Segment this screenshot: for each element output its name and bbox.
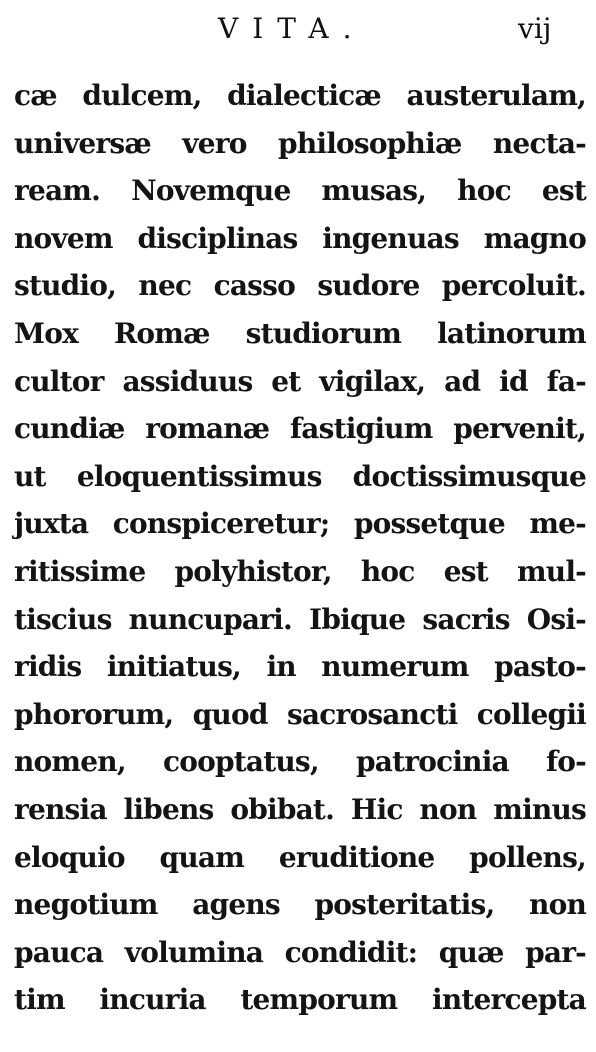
page-header: [0, 12, 596, 62]
text-line: cæ dulcem, dialecticæ austerulam,: [14, 79, 586, 112]
text-line: negotium agens posteritatis, non: [14, 888, 586, 922]
text-line: nomen, cooptatus, patrocinia fo-: [14, 745, 586, 779]
text-line: tim incuria temporum intercepta: [14, 983, 586, 1017]
body-text: [14, 72, 586, 1024]
text-line: phororum, quod sacrosancti collegii: [14, 697, 586, 731]
text-line: eloquio quam eruditione pollens,: [14, 840, 586, 874]
text-line: ritissime polyhistor, hoc est mul-: [14, 554, 586, 588]
text-line: novem disciplinas ingenuas magno: [14, 221, 586, 255]
text-line: cundiæ romanæ fastigium pervenit,: [14, 412, 586, 446]
text-line: studio, nec casso sudore percoluit.: [14, 269, 586, 303]
text-line: ut eloquentissimus doctissimusque: [14, 459, 586, 493]
text-line: juxta conspiceretur; possetque me-: [14, 507, 586, 541]
text-line: ream. Novemque musas, hoc est: [14, 174, 586, 208]
page-number: vij: [518, 12, 552, 45]
text-line: rensia libens obibat. Hic non minus: [14, 792, 586, 826]
text-line: tiscius nuncupari. Ibique sacris Osi-: [14, 602, 586, 636]
text-line: cultor assiduus et vigilax, ad id fa-: [14, 364, 586, 398]
text-line: universæ vero philosophiæ necta-: [14, 126, 586, 160]
text-line: pauca volumina condidit: quæ par-: [14, 935, 586, 969]
running-title: VITA.: [218, 12, 366, 45]
text-line: Mox Romæ studiorum latinorum: [14, 316, 586, 350]
text-line: ridis initiatus, in numerum pasto-: [14, 650, 586, 684]
